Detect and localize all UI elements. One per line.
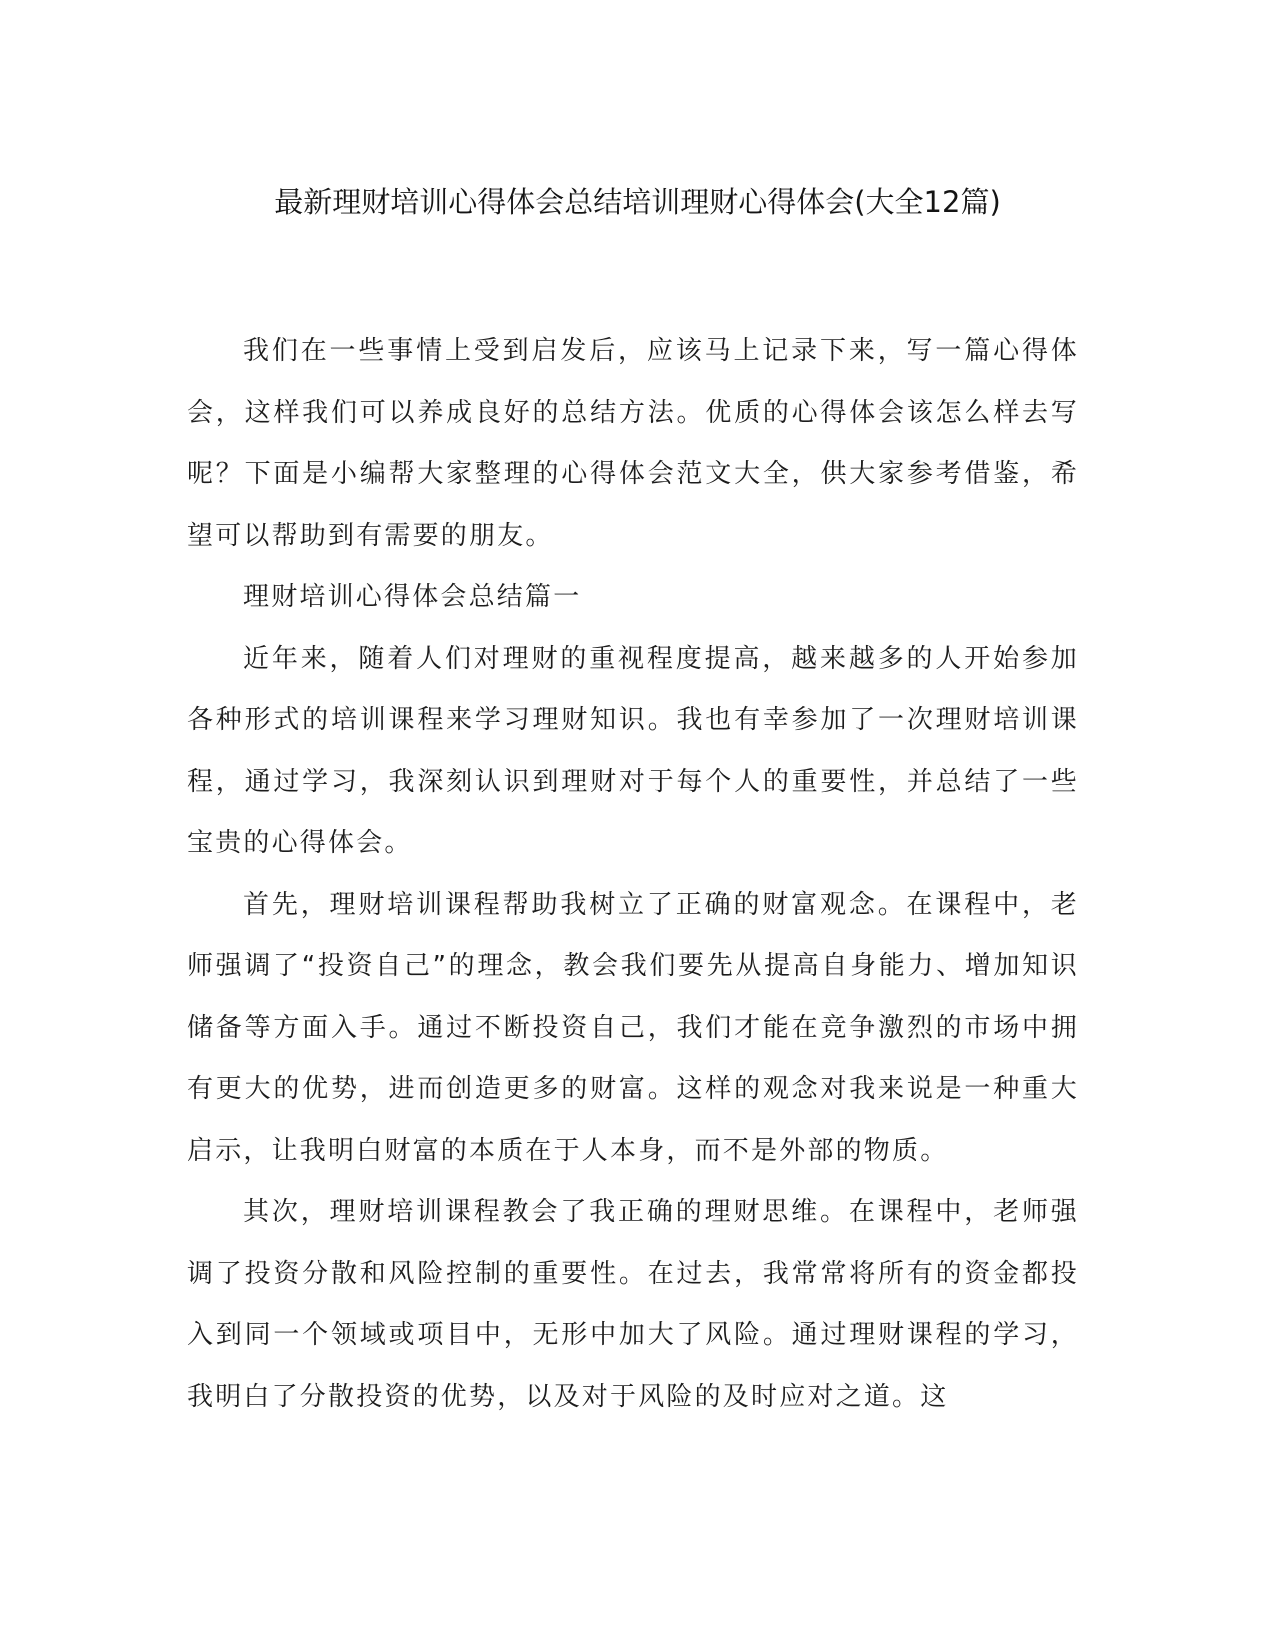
document-body (187, 321, 1079, 1428)
intro-paragraph: 我们在一些事情上受到启发后，应该马上记录下来，写一篇心得体会，这样我们可以养成良好的总结方法。优质的心得体会该怎么样去写呢？下面是小编帮大家整理的心得体会范文大全，供大家参考借鉴，希望可以帮助到有需要的朋友。 (187, 336, 1079, 551)
document-title: 最新理财培训心得体会总结培训理财心得体会(大全12篇) (274, 185, 1001, 219)
body-paragraph: 首先，理财培训课程帮助我树立了正确的财富观念。在课程中，老师强调了“投资自己”的理念，教会我们要先从提高自身能力、增加知识储备等方面入手。通过不断投资自己，我们才能在竞争激烈的市场中拥有更大的优势，进而创造更多的财富。这样的观念对我来说是一种重大启示，让我明白财富的本质在于人本身，而不是外部的物质。 (187, 889, 1079, 1166)
body-paragraph: 近年来，随着人们对理财的重视程度提高，越来越多的人开始参加各种形式的培训课程来学习理财知识。我也有幸参加了一次理财培训课程，通过学习，我深刻认识到理财对于每个人的重要性，并总结了一些宝贵的心得体会。 (187, 643, 1079, 858)
section-heading: 理财培训心得体会总结篇一 (243, 582, 582, 612)
body-paragraph: 其次，理财培训课程教会了我正确的理财思维。在课程中，老师强调了投资分散和风险控制的重要性。在过去，我常常将所有的资金都投入到同一个领域或项目中，无形中加大了风险。通过理财课程的学习，我明白了分散投资的优势，以及对于风险的及时应对之道。这 (187, 1197, 1079, 1412)
